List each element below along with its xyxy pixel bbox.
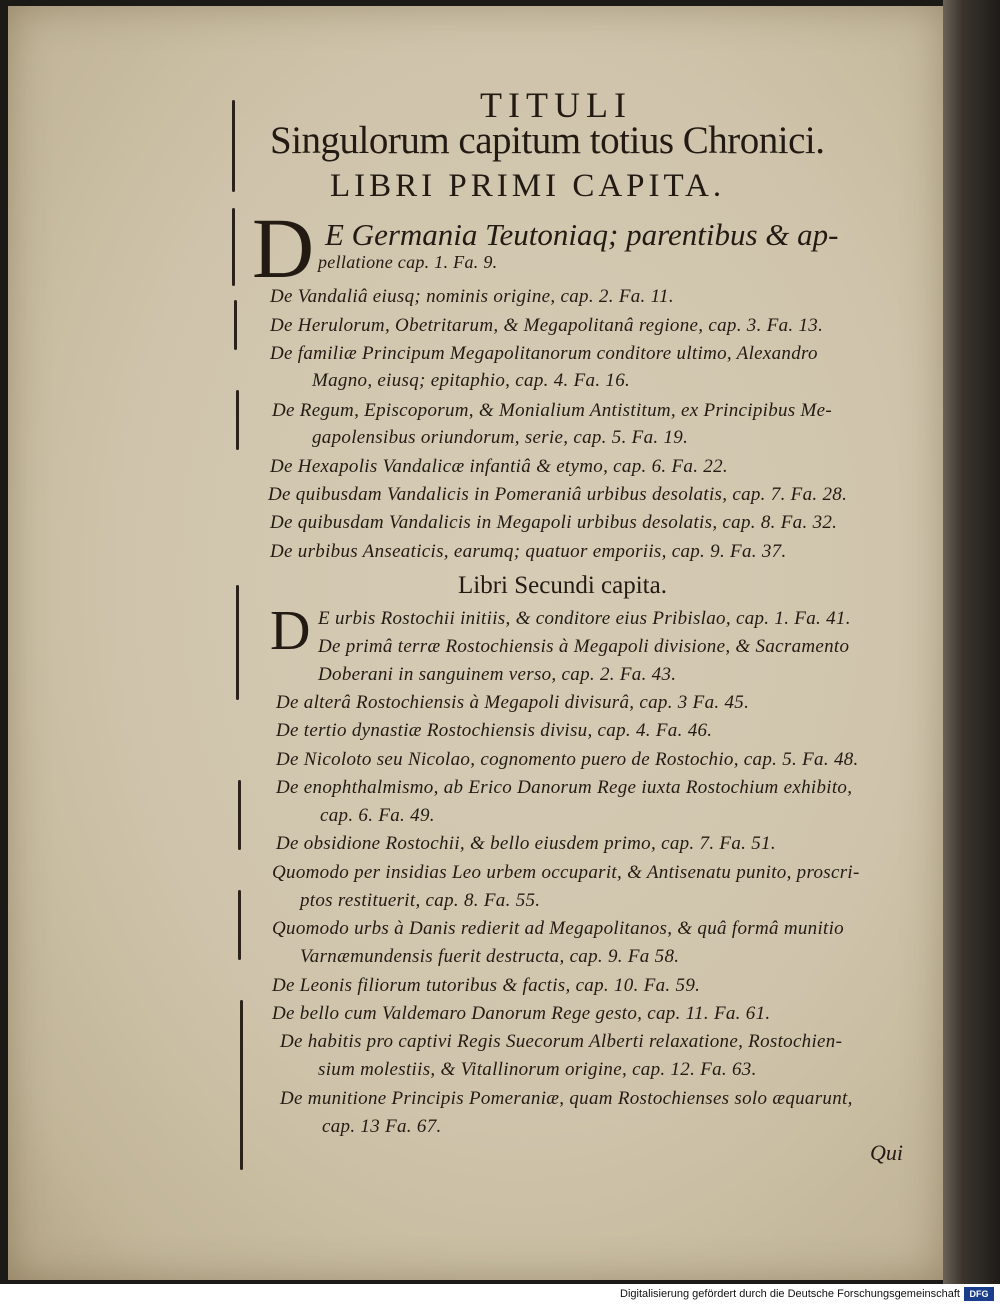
book2-entry: ptos restituerit, cap. 8. Fa. 55. <box>300 890 541 911</box>
book1-entry: Magno, eiusq; epitaphio, cap. 4. Fa. 16. <box>312 370 631 391</box>
book2-entry: Doberani in sanguinem verso, cap. 2. Fa. 43. <box>318 664 677 685</box>
book2-entry: cap. 13 Fa. 67. <box>322 1116 442 1137</box>
book2-entry: De bello cum Valdemaro Danorum Rege gesto, cap. 11. Fa. 61. <box>272 1003 771 1024</box>
book2-entry: cap. 6. Fa. 49. <box>320 805 435 826</box>
book1-entry: gapolensibus oriundorum, serie, cap. 5. Fa. 19. <box>312 427 689 448</box>
book2-entry: Quomodo urbs à Danis redierit ad Megapolitanos, & quâ formâ munitio <box>272 918 844 939</box>
book2-entry: E urbis Rostochii initiis, & conditore eius Pribislao, cap. 1. Fa. 41. <box>318 608 851 629</box>
margin-mark <box>236 390 239 450</box>
margin-mark <box>234 300 237 350</box>
book2-entry: De tertio dynastiæ Rostochiensis divisu, cap. 4. Fa. 46. <box>276 720 713 741</box>
book1-entry: De urbibus Anseaticis, earumq; quatuor emporiis, cap. 9. Fa. 37. <box>270 541 787 562</box>
book-spine <box>943 0 1000 1284</box>
book2-entry: De Nicoloto seu Nicolao, cognomento puero de Rostochio, cap. 5. Fa. 48. <box>276 749 859 770</box>
book2-entry: De enophthalmismo, ab Erico Danorum Rege iuxta Rostochium exhibito, <box>276 777 853 798</box>
book1-dropcap: D <box>252 200 315 296</box>
book2-entry: Quomodo per insidias Leo urbem occuparit, & Antisenatu punito, proscri- <box>272 862 860 883</box>
book1-entry: De Hexapolis Vandalicæ infantiâ & etymo, cap. 6. Fa. 22. <box>270 456 728 477</box>
margin-mark <box>240 1000 243 1170</box>
margin-mark <box>238 890 241 960</box>
header-title: TITULI <box>480 85 632 125</box>
book2-entry: Varnæmundensis fuerit destructa, cap. 9. Fa 58. <box>300 946 680 967</box>
book2-heading: Libri Secundi capita. <box>458 572 667 599</box>
header-subtitle: Singulorum capitum totius Chronici. <box>270 119 825 162</box>
book1-entry: De quibusdam Vandalicis in Megapoli urbibus desolatis, cap. 8. Fa. 32. <box>270 512 838 533</box>
margin-mark <box>238 780 241 850</box>
book2-entry: De Leonis filiorum tutoribus & factis, cap. 10. Fa. 59. <box>272 975 701 996</box>
margin-mark <box>236 585 239 700</box>
book2-entry: De habitis pro captivi Regis Suecorum Alberti relaxatione, Rostochien- <box>280 1031 843 1052</box>
book1-heading: LIBRI PRIMI CAPITA. <box>330 168 726 204</box>
book2-entry: De alterâ Rostochiensis à Megapoli divisurâ, cap. 3 Fa. 45. <box>276 692 750 713</box>
book2-entry: De obsidione Rostochii, & bello eiusdem primo, cap. 7. Fa. 51. <box>276 833 776 854</box>
footer-bar <box>0 1284 1000 1306</box>
catchword: Qui <box>870 1140 903 1165</box>
book1-lead-line: E Germania Teutoniaq; parentibus & ap- <box>325 217 839 252</box>
book2-entry: De primâ terræ Rostochiensis à Megapoli divisione, & Sacramento <box>318 636 850 657</box>
book1-entry: De familiæ Principum Megapolitanorum conditore ultimo, Alexandro <box>270 343 818 364</box>
book1-lead-continuation: pellatione cap. 1. Fa. 9. <box>318 252 498 272</box>
book2-dropcap: D <box>270 600 311 662</box>
book1-entry: De Regum, Episcoporum, & Monialium Antistitum, ex Principibus Me- <box>272 400 833 421</box>
dfg-logo: DFG <box>964 1287 994 1301</box>
book2-entry: De munitione Principis Pomeraniæ, quam Rostochienses solo æquarunt, <box>280 1088 853 1109</box>
margin-mark <box>232 208 235 286</box>
footer-credit: Digitalisierung gefördert durch die Deutsche Forschungsgemeinschaft <box>620 1288 960 1300</box>
book1-entry: De Herulorum, Obetritarum, & Megapolitanâ regione, cap. 3. Fa. 13. <box>270 315 824 336</box>
book2-entry: sium molestiis, & Vitallinorum origine, cap. 12. Fa. 63. <box>318 1059 757 1080</box>
margin-mark <box>232 100 235 192</box>
book1-entry: De Vandaliâ eiusq; nominis origine, cap. 2. Fa. 11. <box>270 286 674 307</box>
book1-entry: De quibusdam Vandalicis in Pomeraniâ urbibus desolatis, cap. 7. Fa. 28. <box>268 484 848 505</box>
